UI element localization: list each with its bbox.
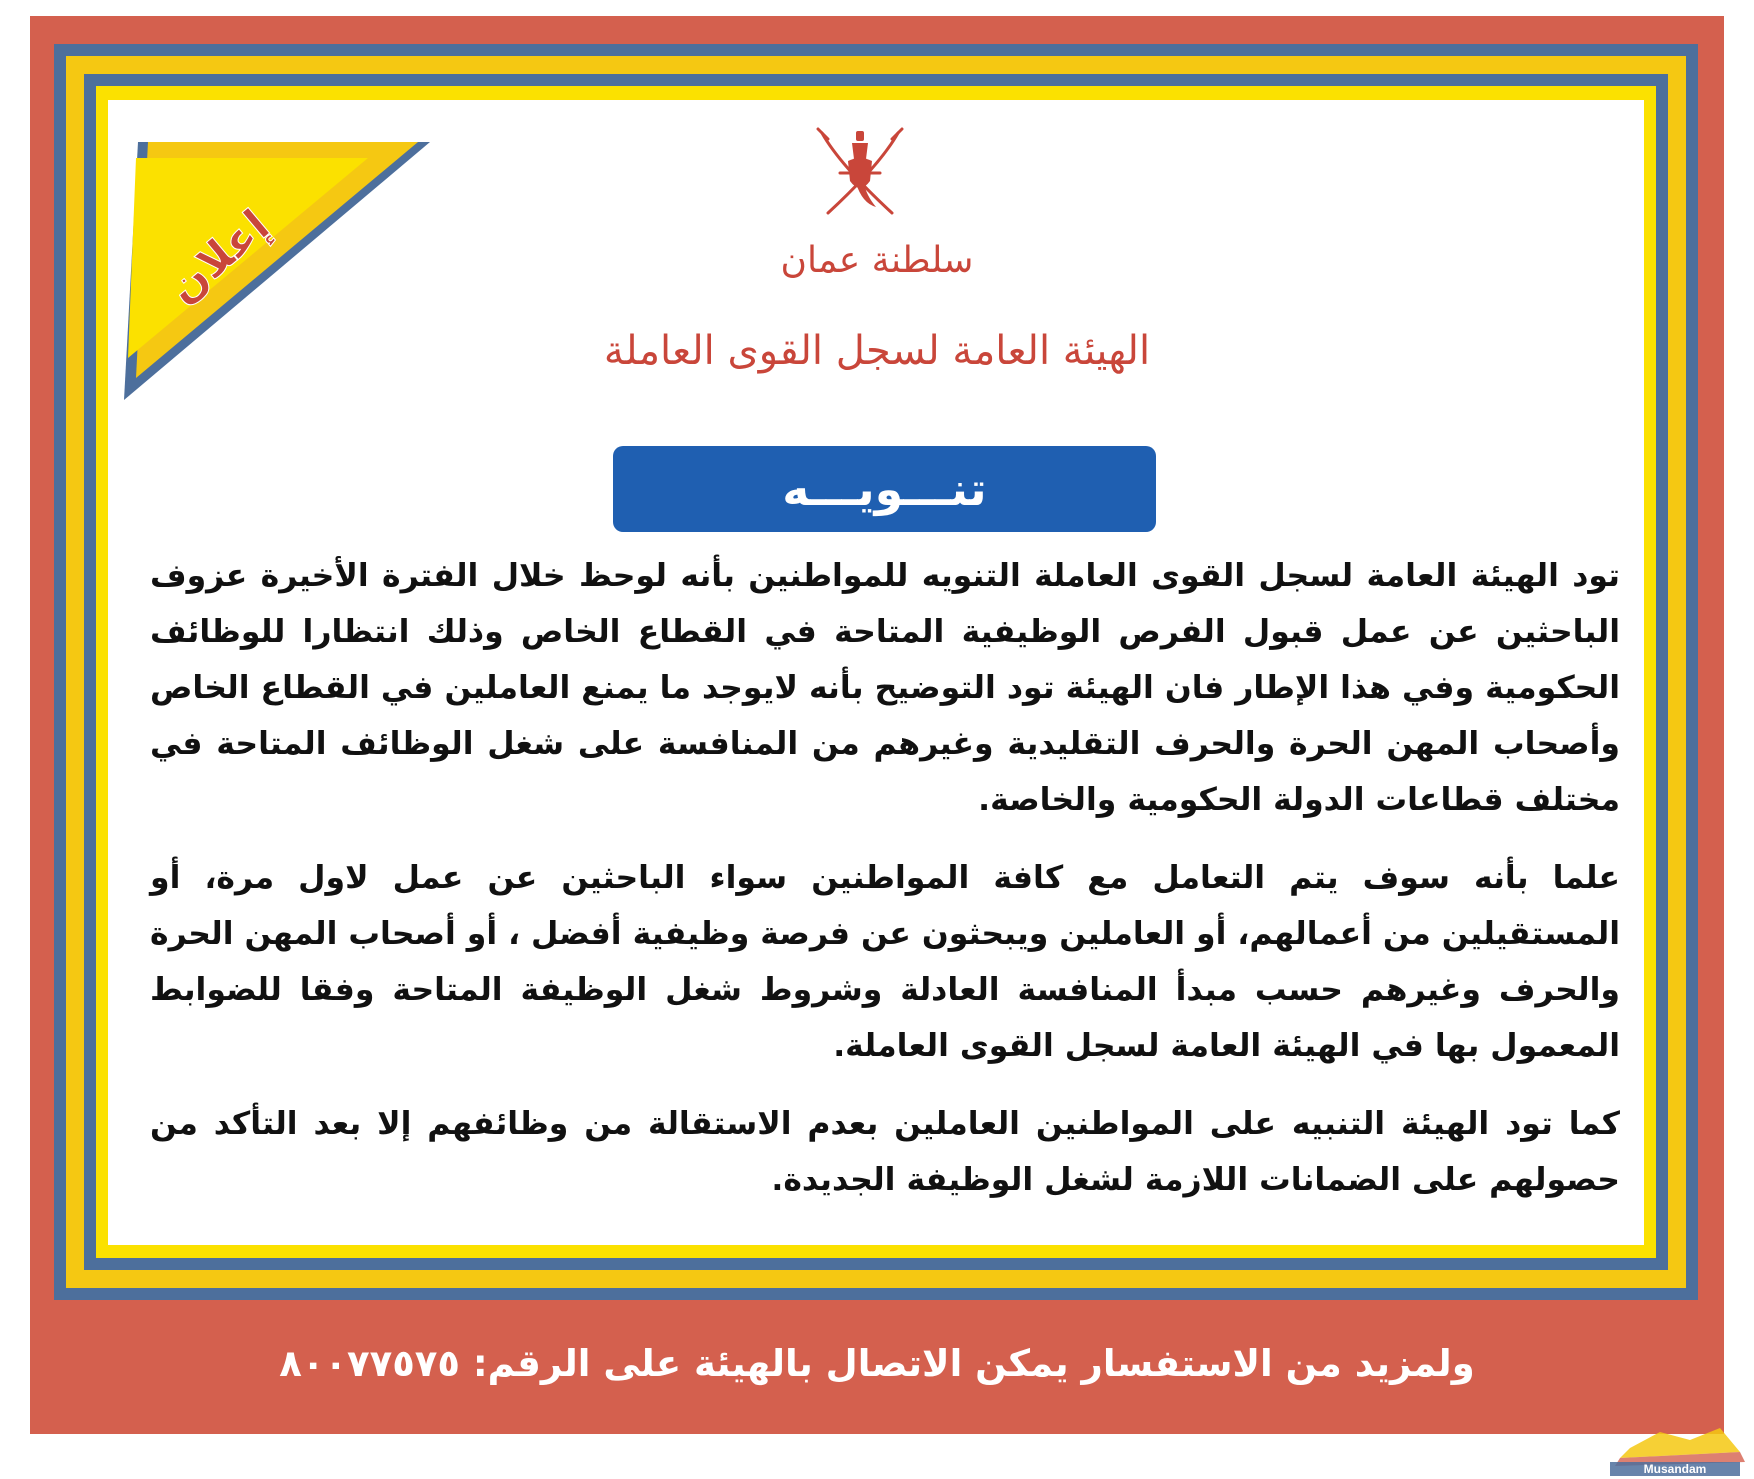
notice-title-box bbox=[613, 446, 1156, 532]
country-name: سلطنة عمان bbox=[780, 240, 974, 281]
watermark-label: Musandam bbox=[1643, 1462, 1707, 1476]
contact-footer: ولمزيد من الاستفسار يمكن الاتصال بالهيئة على الرقم: ٨٠٠٧٧٥٧٥ bbox=[279, 1342, 1475, 1385]
announcement-flag-label: إعلان bbox=[157, 200, 280, 314]
oman-khanjar-emblem-icon bbox=[800, 125, 920, 225]
notice-paragraph-1: تود الهيئة العامة لسجل القوى العاملة التنويه للمواطنين بأنه لوحظ خلال الفترة الأخيرة عزوف الباحثين عن عمل قبول الفرص الوظيفية المتاحة في القطاع الخاص وذلك انتظارا للوظائف الحكومية وفي هذا الإطار فان الهيئة تود التوضيح بأنه لايوجد ما يمنع العاملين في القطاع الخاص وأصحاب المهن الحرة والحرف التقليدية وغيرهم من المنافسة على شغل الوظائف المتاحة في مختلف قطاعات الدولة الحكومية والخاصة. bbox=[150, 558, 1620, 818]
notice-paragraph-2: علما بأنه سوف يتم التعامل مع كافة المواطنين سواء الباحثين عن عمل لاول مرة، أو المستقيلين من أعمالهم، أو العاملين ويبحثون عن فرصة وظيفية أفضل ، أو أصحاب المهن الحرة والحرف وغيرهم حسب مبدأ المنافسة العادلة وشروط شغل الوظيفة المتاحة وفقا للضوابط المعمول بها في الهيئة العامة لسجل القوى العاملة. bbox=[150, 860, 1620, 1064]
notice-paragraph-3: كما تود الهيئة التنبيه على المواطنين العاملين بعدم الاستقالة من وظائفهم إلا بعد التأكد من حصولهم على الضمانات اللازمة لشغل الوظيفة الجديدة. bbox=[150, 1106, 1620, 1198]
musandam-watermark bbox=[1600, 1418, 1750, 1476]
notice-body bbox=[150, 548, 1620, 1230]
notice-title: تنـــويـــه bbox=[782, 462, 987, 516]
organization-name: الهيئة العامة لسجل القوى العاملة bbox=[603, 328, 1151, 374]
